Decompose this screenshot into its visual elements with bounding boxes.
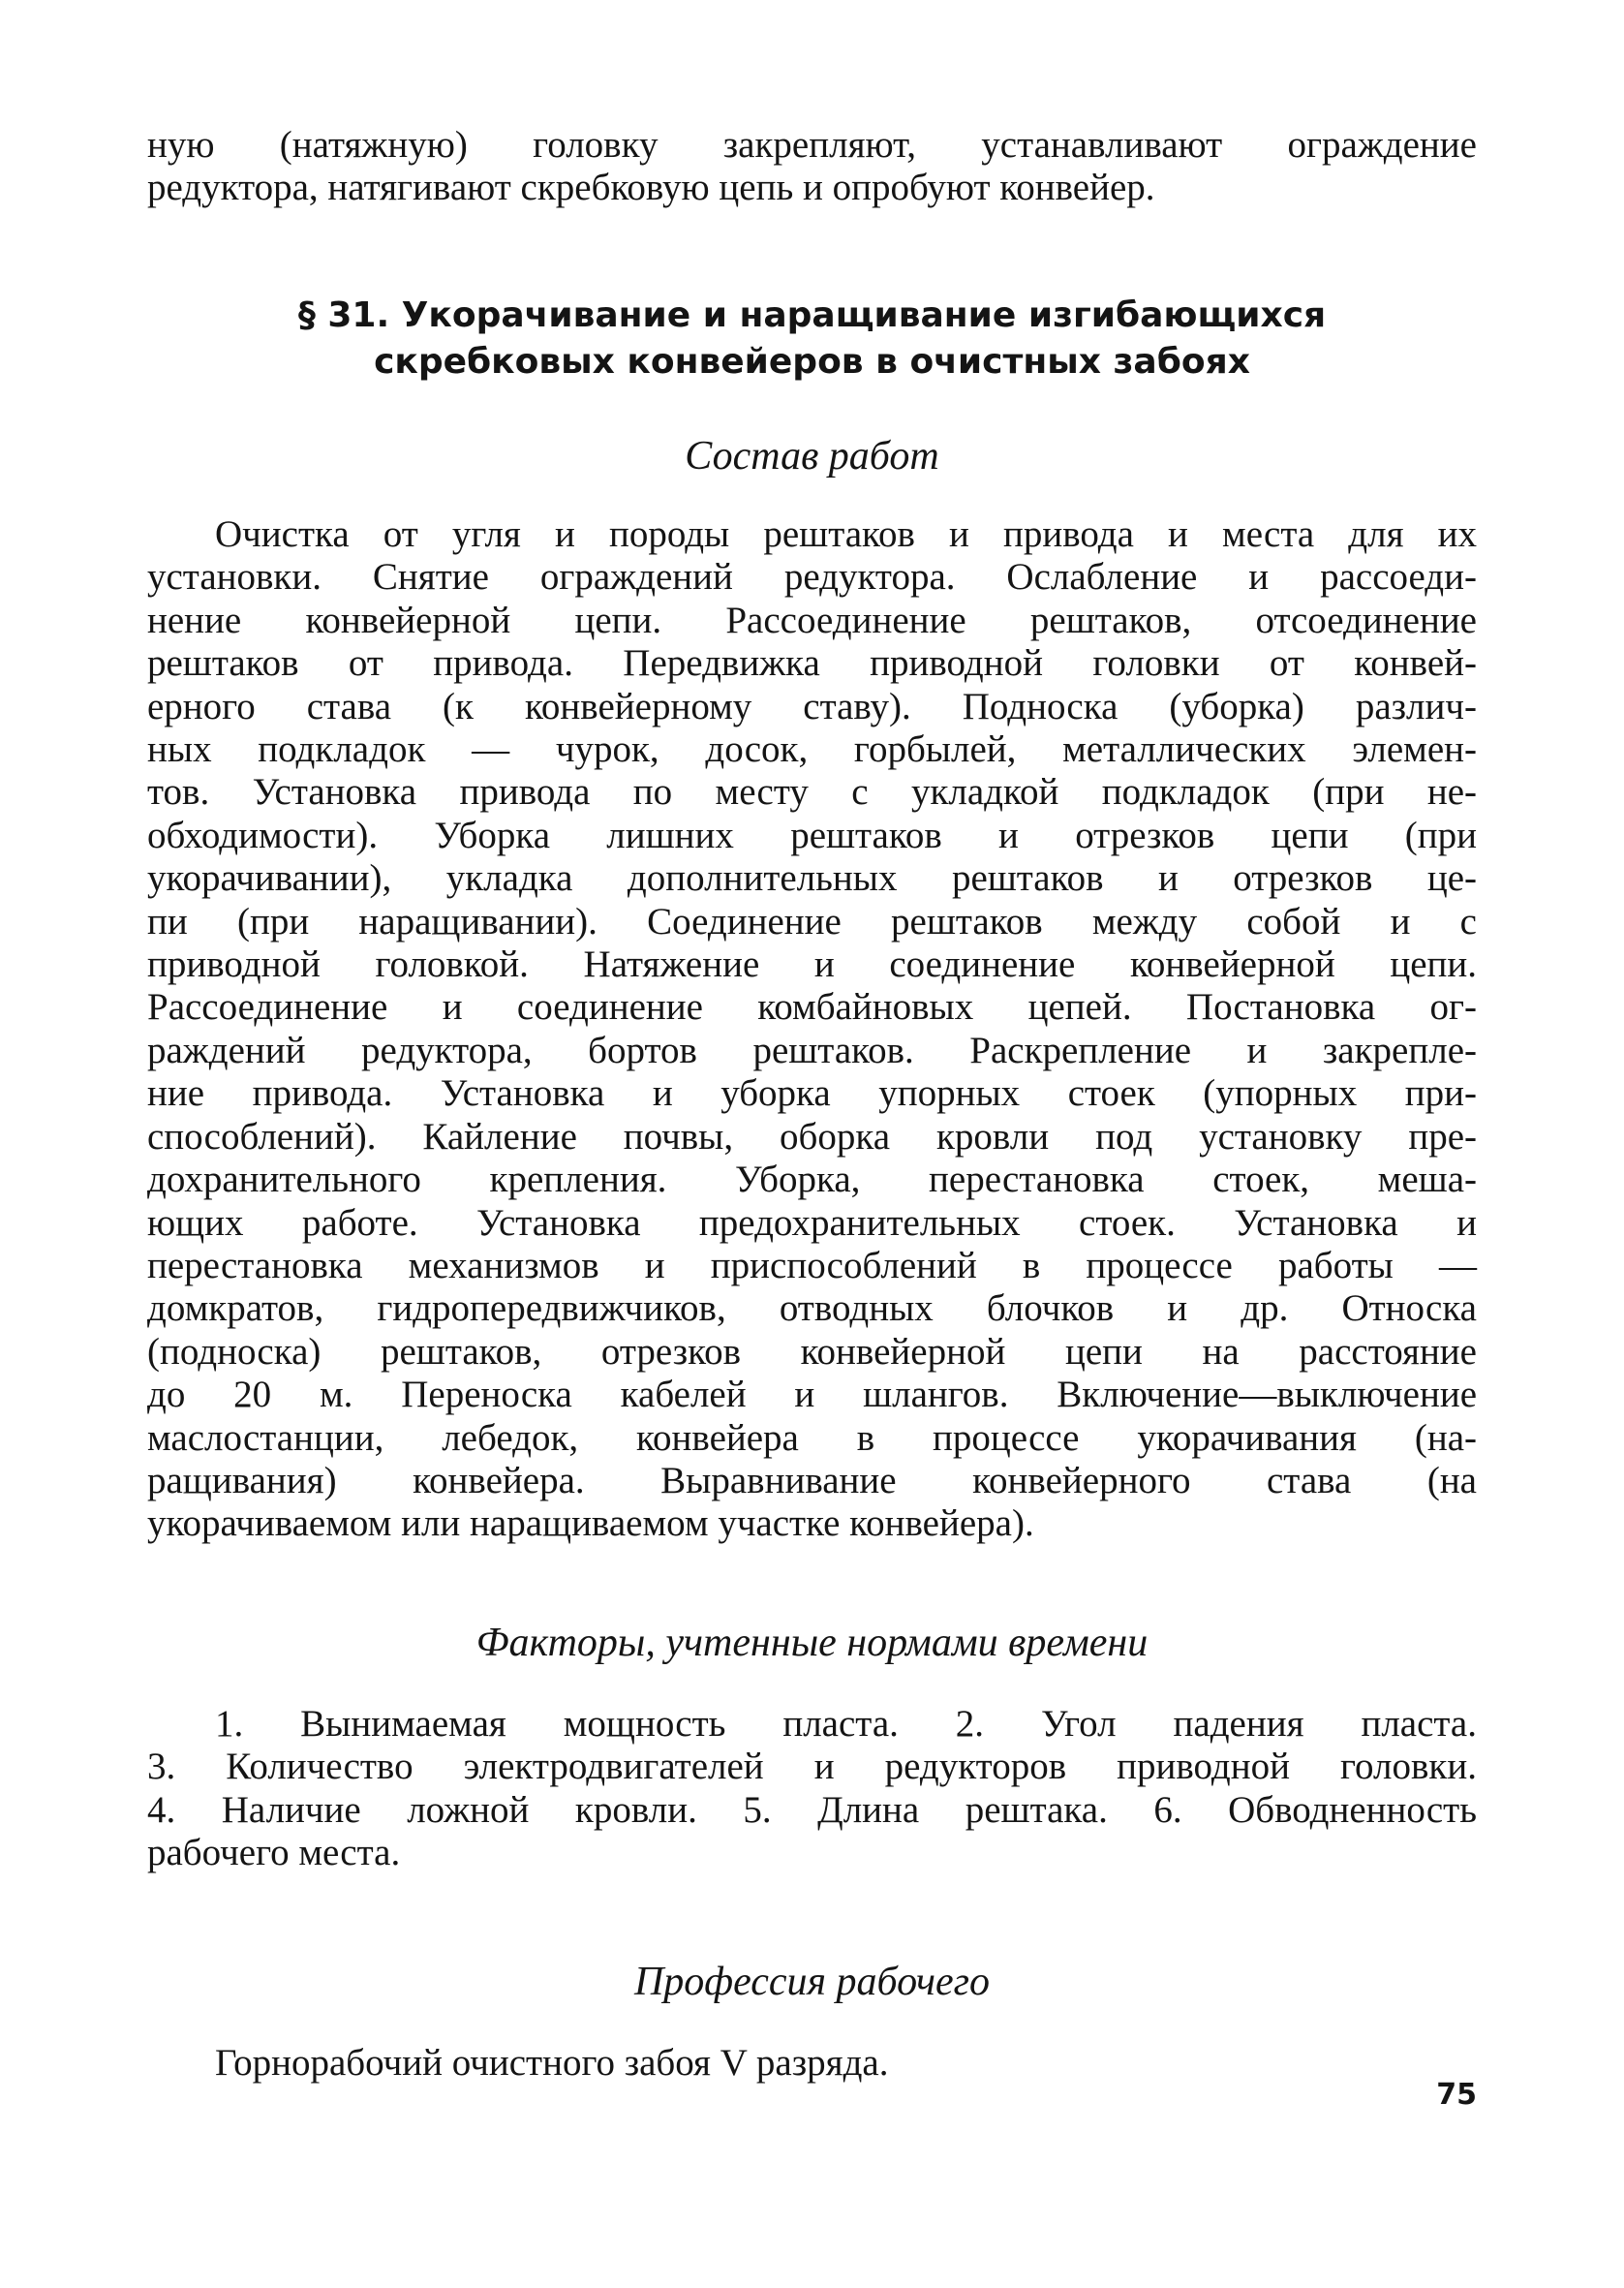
paragraph-line: установки. Снятие ограждений редуктора. Ослабление и рассоеди- [147, 556, 1477, 599]
paragraph-line: до 20 м. Переноска кабелей и шлангов. Включение—выключение [147, 1374, 1477, 1416]
paragraph-line: тов. Установка привода по месту с укладкой подкладок (при не- [147, 771, 1477, 814]
factors-heading: Факторы, учтенные нормами времени [475, 1621, 1149, 1665]
paragraph-line: Рассоединение и соединение комбайновых цепей. Постановка ог- [147, 986, 1477, 1029]
paragraph-line: дохранительного крепления. Уборка, перестановка стоек, меша- [147, 1159, 1477, 1201]
intro-line: редуктора, натягивают скребковую цепь и опробуют конвейер. [147, 167, 1155, 209]
intro-paragraph [147, 124, 1477, 210]
paragraph-line: приводной головкой. Натяжение и соединение конвейерной цепи. [147, 943, 1477, 986]
paragraph-line: ющих работе. Установка предохранительных стоек. Установка и [147, 1201, 1477, 1244]
paragraph-line: ных подкладок — чурок, досок, горбылей, металлических элемен- [147, 728, 1477, 771]
paragraph-line: ние привода. Установка и уборка упорных стоек (упорных при- [147, 1072, 1477, 1115]
factors-line: 3. Количество электродвигателей и редукторов приводной головки. [147, 1746, 1477, 1788]
factors-line: 1. Вынимаемая мощность пласта. 2. Угол падения пласта. [215, 1703, 1477, 1745]
intro-line: ную (натяжную) головку закрепляют, устанавливают ограждение [147, 124, 1477, 166]
profession-paragraph [147, 2042, 1477, 2085]
section-title-line-1: § 31. Укорачивание и наращивание изгибающихся [297, 295, 1327, 335]
profession-heading: Профессия рабочего [633, 1960, 991, 2004]
page-number: 75 [1436, 2078, 1477, 2112]
section-title-line-2: скребковых конвейеров в очистных забоях [374, 342, 1250, 382]
paragraph-line: перестановка механизмов и приспособлений в процессе работы — [147, 1244, 1477, 1286]
paragraph-line: укорачивании), укладка дополнительных рештаков и отрезков це- [147, 857, 1477, 900]
paragraph-line: рештаков от привода. Передвижка приводной головки от конвей- [147, 642, 1477, 685]
work-composition-heading: Состав работ [685, 434, 939, 479]
paragraph-line: нение конвейерной цепи. Рассоединение рештаков, отсоединение [147, 599, 1477, 641]
paragraph-line: ращивания) конвейера. Выравнивание конвейерного става (на [147, 1459, 1477, 1501]
paragraph-line: обходимости). Уборка лишних рештаков и отрезков цепи (при [147, 814, 1477, 856]
paragraph-line: ерного става (к конвейерному ставу). Подноска (уборка) различ- [147, 685, 1477, 727]
paragraph-line: пи (при наращивании). Соединение рештаков между собой и с [147, 900, 1477, 943]
paragraph-line: раждений редуктора, бортов рештаков. Раскрепление и закрепле- [147, 1029, 1477, 1071]
paragraph-line: домкратов, гидропередвижчиков, отводных блочков и др. Относка [147, 1287, 1477, 1330]
paragraph-line: укорачиваемом или наращиваемом участке конвейера). [147, 1502, 1034, 1545]
factors-line: рабочего места. [147, 1832, 401, 1874]
paragraph-line: маслостанции, лебедок, конвейера в процессе укорачивания (на- [147, 1416, 1477, 1459]
factors-paragraph [147, 1703, 1477, 1875]
paragraph-line: способлений). Кайление почвы, оборка кровли под установку пре- [147, 1115, 1477, 1158]
profession-text: Горнорабочий очистного забоя V разряда. [215, 2042, 889, 2084]
factors-line: 4. Наличие ложной кровли. 5. Длина рештака. 6. Обводненность [147, 1788, 1477, 1831]
work-composition-paragraph [147, 513, 1477, 1546]
paragraph-line: (подноска) рештаков, отрезков конвейерной цепи на расстояние [147, 1330, 1477, 1373]
paragraph-line: Очистка от угля и породы рештаков и привода и места для их [215, 513, 1477, 555]
section-title [147, 293, 1477, 386]
